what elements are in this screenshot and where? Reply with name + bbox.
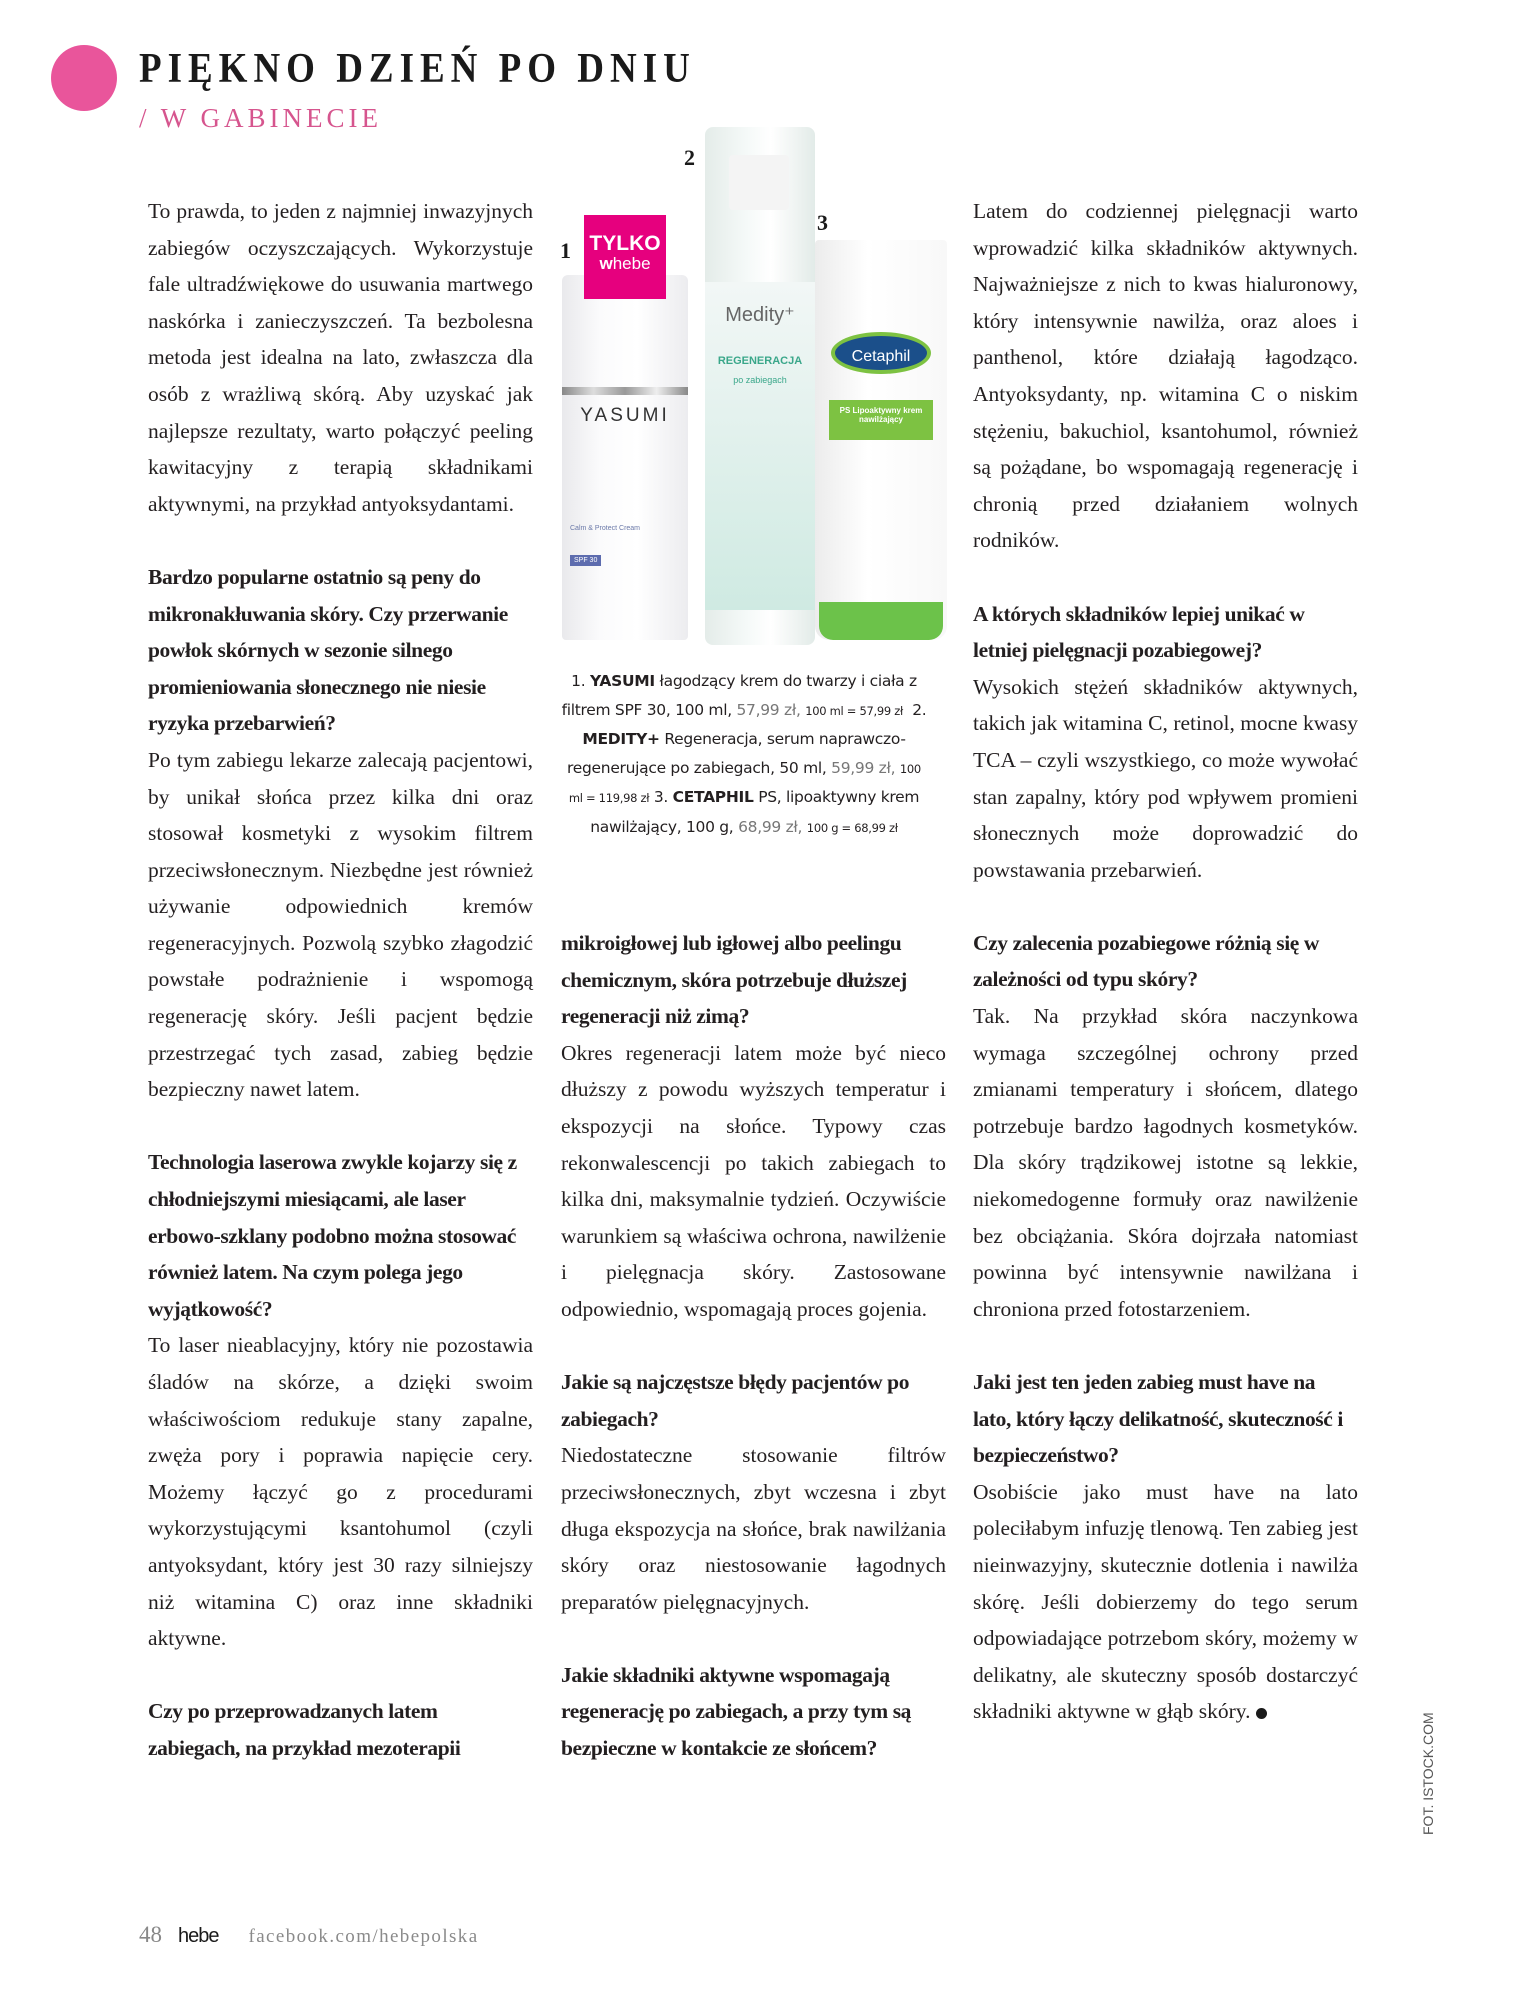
interview-answer: Niedostateczne stosowanie filtrów przeciwsłonecznych, zbyt wczesna i zbyt długa ekspozycja na słońce, brak nawilżania skóry oraz niestosowanie łagodnych preparatów pielęgnacyjnych. <box>561 1443 946 1614</box>
interview-answer: To laser nieablacyjny, który nie pozostawia śladów na skórze, a dzięki swoim właściwościom redukuje stany zapalne, zwęża pory i poprawia napięcie cery. Możemy łączyć go z procedurami wykorzystującymi ksantohumol (czyli antyoksydant, który jest 30 razy silniejszy niż witamina C) oraz inne składniki aktywne. <box>148 1333 533 1651</box>
column-1 <box>148 193 533 1767</box>
tylko-w-hebe-badge <box>584 215 666 299</box>
product-number-1: 1 <box>560 238 571 263</box>
pack-brand: Cetaphil <box>831 332 931 374</box>
pack-brand: Medity⁺ <box>725 304 795 326</box>
paragraph-gap <box>561 1328 946 1365</box>
section-subtitle: / W GABINECIE <box>139 103 382 133</box>
pack-band <box>562 387 688 395</box>
pack-text: PS Lipoaktywny krem nawilżający <box>829 400 933 440</box>
photo-credit: FOT. ISTOCK.COM <box>1420 1712 1436 1835</box>
paragraph-gap <box>148 522 533 559</box>
pack-text: REGENERACJA <box>717 355 803 367</box>
paragraph-gap <box>148 1657 533 1694</box>
badge-line-1: TYLKO <box>589 232 661 255</box>
badge-w: w <box>599 254 613 273</box>
interview-question: Technologia laserowa zwykle kojarzy się z chłodniejszymi miesiącami, ale laser erbowo-szklany podobno można stosować również latem. Na czym polega jego wyjątkowość? <box>148 1150 517 1321</box>
product-image-cetaphil <box>815 240 947 640</box>
interview-question: Czy zalecenia pozabiegowe różnią się w zależności od typu skóry? <box>973 930 1320 992</box>
page-footer <box>139 1922 479 1948</box>
badge-hebe: hebe <box>612 254 651 273</box>
caption-item-1: 1. YASUMI łagodzący krem do twarzy i ciała z filtrem SPF 30, 100 ml, 57,99 zł, 100 ml = 57,99 zł <box>561 672 917 719</box>
pack-spf-badge: SPF 30 <box>570 555 601 566</box>
column-2 <box>561 925 946 1767</box>
unit-price: 100 ml = 119,98 zł <box>568 761 921 806</box>
pack-subtext: po zabiegach <box>733 375 787 385</box>
product-number-3: 3 <box>817 210 828 235</box>
interview-question: Jakie są najczęstsze błędy pacjentów po zabiegach? <box>561 1370 910 1431</box>
unit-price: 100 g = 68,99 zł <box>806 820 898 835</box>
interview-answer: Okres regeneracji latem może być nieco dłuższy z powodu wyższych temperatur i ekspozycji na słońce. Typowy czas rekonwalescencji po takich zabiegach to kilka dni, maksymalnie tydzień. Oczywiście warunkiem są właściwa ochrona, nawilżenie i pielęgnacja skóry. Zastosowane odpowiednio, wspomagają proces gojenia. <box>561 1040 946 1321</box>
interview-question: A których składników lepiej unikać w letniej pielęgnacji pozabiegowej? <box>973 601 1305 663</box>
page-number: 48 <box>139 1922 162 1947</box>
paragraph-gap <box>973 1327 1358 1364</box>
paragraph-gap <box>973 559 1358 596</box>
pack-text: Calm & Protect Cream <box>570 525 641 532</box>
interview-question: Jakie składniki aktywne wspomagają regenerację po zabiegach, a przy tym są bezpieczne w kontakcie ze słońcem? <box>561 1662 912 1761</box>
price: 57,99 zł, <box>736 700 801 719</box>
interview-question: Jaki jest ten jeden zabieg must have na lato, który łączy delikatność, skuteczność i bezpieczeństwo? <box>973 1370 1343 1468</box>
hebe-logo: hebe <box>178 1925 219 1947</box>
end-mark-icon <box>1256 1708 1267 1719</box>
section-title: PIĘKNO DZIEŃ PO DNIU <box>139 45 696 93</box>
interview-answer: Tak. Na przykład skóra naczynkowa wymaga szczególnej ochrony przed zmianami temperatury i słońcem, dlatego potrzebuje bardzo łagodnych kosmetyków. Dla skóry trądzikowej istotne są lekkie, niekomedogenne formuły oraz nawilżenie bez obciążania. Skóra dojrzała natomiast powinna być intensywnie nawilżana i chroniona przed fotostarzeniem. <box>973 1004 1358 1321</box>
badge-line-2 <box>584 255 666 273</box>
interview-answer: Osobiście jako must have na lato poleciłabym infuzję tlenową. Ten zabieg jest nieinwazyjny, skutecznie dotlenia i nawilża skórę. Jeśli dobierzemy do tego serum odpowiadające potrzebom skóry, możemy w delikatny, ale skuteczny sposób dostarczyć składniki aktywne w głąb skóry. <box>973 1479 1358 1724</box>
paragraph-gap <box>973 888 1358 925</box>
bottle-body <box>705 282 815 610</box>
facebook-link[interactable]: facebook.com/hebepolska <box>248 1926 479 1947</box>
pump-cap <box>729 155 789 210</box>
product-image-yasumi <box>562 275 688 640</box>
accent-dot <box>51 45 117 111</box>
column-3 <box>973 193 1358 1730</box>
interview-question: Czy po przeprowadzanych latem zabiegach, na przykład mezoterapii <box>148 1699 461 1760</box>
paragraph-gap <box>148 1108 533 1145</box>
paragraph-gap <box>561 1620 946 1657</box>
pack-brand: YASUMI <box>580 405 670 426</box>
price: 68,99 zł, <box>738 817 803 836</box>
interview-answer: Po tym zabiegu lekarze zalecają pacjentowi, by unikał słońca przez kilka dni oraz stosował kosmetyki z wysokim filtrem przeciwsłonecznym. Niezbędne jest również używanie odpowiednich kremów regeneracyjnych. Pozwolą szybko złagodzić powstałe podrażnienie i wspomogą regenerację skóry. Jeśli pacjent będzie przestrzegać tych zasad, zabieg będzie bezpieczny nawet latem. <box>148 747 533 1102</box>
price: 59,99 zł, <box>831 758 896 777</box>
product-caption <box>560 667 928 843</box>
product-number-2: 2 <box>684 145 695 170</box>
tube-cap <box>819 602 943 640</box>
caption-item-3: 3. CETAPHIL PS, lipoaktywny krem nawilżający, 100 g, 68,99 zł, 100 g = 68,99 zł <box>590 788 920 836</box>
interview-answer: To prawda, to jeden z najmniej inwazyjnych zabiegów oczyszczających. Wykorzystuje fale ultradźwiękowe do usuwania martwego naskórka i zanieczyszczeń. Ta bezbolesna metoda jest idealna na lato, zwłaszcza dla osób z wrażliwą skórą. Aby uzyskać jak najlepsze rezultaty, warto połączyć peeling kawitacyjny z terapią składnikami aktywnymi, na przykład antyoksydantami. <box>148 199 533 516</box>
interview-answer: Latem do codziennej pielęgnacji warto wprowadzić kilka składników aktywnych. Najważniejsze z nich to kwas hialuronowy, który intensywnie nawilża, oraz aloes i panthenol, które działają łagodząco. Antyoksydanty, np. witamina C o niskim stężeniu, bakuchiol, ksantohumol, również są pożądane, bo wspomagają regenerację i chronią przed działaniem wolnych rodników. <box>973 199 1358 553</box>
caption-item-2: 2. MEDITY+ Regeneracja, serum naprawczo-regenerujące po zabiegach, 50 ml, 59,99 zł, 100 ml = 119,98 zł <box>567 700 927 806</box>
interview-question: Bardzo popularne ostatnio są peny do mikronakłuwania skóry. Czy przerwanie powłok skórnych w sezonie silnego promieniowania słonecznego nie niesie ryzyka przebarwień? <box>148 564 508 736</box>
product-image-medity <box>705 127 815 645</box>
interview-answer: Wysokich stężeń składników aktywnych, takich jak witamina C, retinol, mocne kwasy TCA – czyli wszystkiego, co może wywołać stan zapalny, który pod wpływem promieni słonecznych może doprowadzić do powstawania przebarwień. <box>973 674 1358 882</box>
unit-price: 100 ml = 57,99 zł <box>805 703 903 718</box>
interview-question: mikroigłowej lub igłowej albo peelingu chemicznym, skóra potrzebuje dłuższej regeneracji niż zimą? <box>561 931 907 1029</box>
